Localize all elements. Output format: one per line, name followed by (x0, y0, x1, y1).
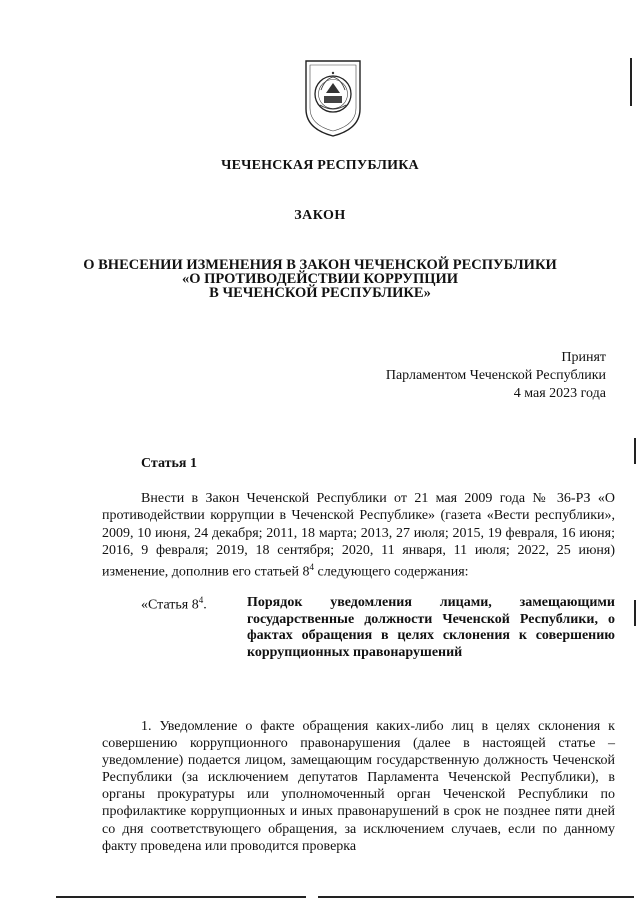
adoption-date: 4 мая 2023 года (513, 386, 606, 401)
new-article-label-text: «Статья 8 (141, 597, 199, 613)
scan-artifact (630, 58, 632, 106)
new-article-label (141, 595, 207, 614)
article-1-tail: следующего содержания: (313, 564, 469, 580)
law-title (0, 258, 640, 300)
new-article-title: Порядок уведомления лицами, замещающими государственные должности Чеченской Республики, о фактах обращения в целях склонения к совершению коррупционных правонарушений (247, 595, 615, 660)
adoption-line: Парламентом Чеченской Республики (385, 368, 606, 383)
superscript: 4 (198, 595, 204, 605)
law-title-line: О ВНЕСЕНИИ ИЗМЕНЕНИЯ В ЗАКОН ЧЕЧЕНСКОЙ РЕСПУБЛИКИ (83, 257, 557, 273)
document-type: ЗАКОН (294, 208, 346, 223)
adoption-line: Принят (561, 350, 606, 365)
superscript: 4 (309, 562, 314, 573)
article-1-text (102, 490, 615, 581)
paragraph-1: 1. Уведомление о факте обращения каких-либо лиц в целях склонения к совершению коррупционного правонарушения (далее в настоящей статье – уведомление) подается лицом, замещающим государственную должность Чеченской Республики (за исключением депутатов Парламента Чеченской Республики), в органы прокуратуры или уполномоченный орган Чеченской Республики по профилактике коррупционных и иных правонарушений в срок не позднее пяти дней со дня соответствующего обращения, за исключением случаев, если по данному факту проведена или проводится проверка (102, 719, 615, 854)
scan-artifact (634, 600, 636, 626)
adoption-block (386, 349, 606, 403)
region-title: ЧЕЧЕНСКАЯ РЕСПУБЛИКА (221, 158, 419, 173)
law-title-line: В ЧЕЧЕНСКОЙ РЕСПУБЛИКЕ» (209, 285, 431, 301)
label-dot: . (203, 597, 207, 613)
scan-artifact (634, 438, 636, 464)
scan-artifact (56, 896, 306, 898)
article-heading: Статья 1 (141, 456, 197, 471)
scan-artifact (318, 896, 634, 898)
article-1-body: Внести в Закон Чеченской Республики от 21 мая 2009 года № 36-РЗ «О противодействии коррупции в Чеченской Республике» (газета «Вести республики», 2009, 10 июня, 24 декабря; 2011, 18 марта; 2013, 27 июля; 2015, 19 февраля, 16 июня; 2016, 9 февраля; 2019, 18 сентября; 2020, 11 января, 11 июля; 2022, 25 июня) изменение, дополнив его статьей 8 (102, 491, 615, 580)
coat-of-arms-emblem (302, 57, 364, 139)
law-title-line: «О ПРОТИВОДЕЙСТВИИ КОРРУПЦИИ (181, 271, 459, 287)
